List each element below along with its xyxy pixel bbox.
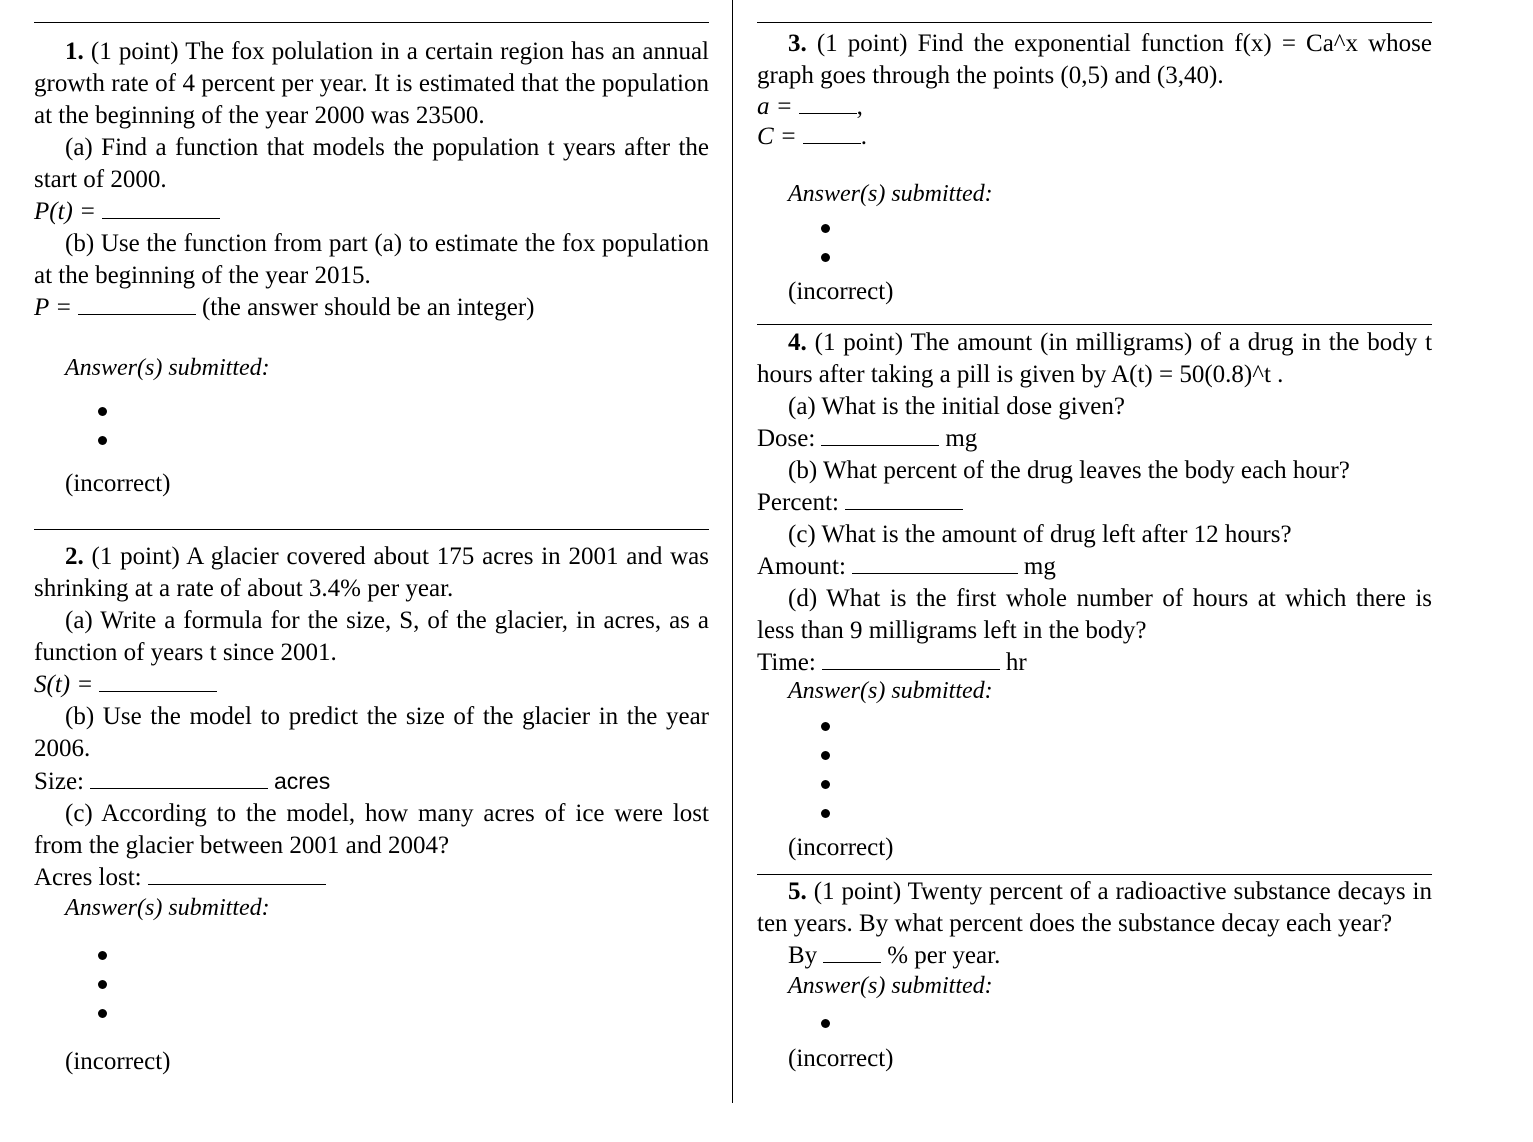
- problem-3-status: (incorrect): [788, 278, 894, 305]
- problem-4-a-suffix: mg: [945, 425, 978, 452]
- problem-2-a-answer-blank[interactable]: [99, 671, 217, 692]
- problem-4-d-answer-blank[interactable]: [822, 649, 1000, 670]
- problem-3-answer-bullet: [757, 244, 1432, 273]
- problem-2-answer-bullet: [34, 1000, 709, 1029]
- problem-3-intro: [757, 28, 1432, 92]
- problem-2-part-c: (c) According to the model, how many acres of ice were lost from the glacier between 2001 and 2004?: [34, 800, 709, 859]
- problem-4-part-a: (a) What is the initial dose given?: [788, 393, 1125, 420]
- problem-4-intro-text: (1 point) The amount (in milligrams) of a drug in the body t hours after taking a pill is given by A(t) = 50(0.8)^t .: [757, 329, 1433, 388]
- problem-1-answer-bullet: [34, 427, 709, 456]
- problem-2-c-label: Acres lost:: [34, 864, 142, 891]
- problem-2-answers-label: Answer(s) submitted:: [65, 895, 270, 921]
- problem-2-number: 2.: [65, 543, 84, 570]
- problem-4-b-row: [757, 487, 1432, 519]
- problem-4-answer-bullet: [757, 742, 1432, 771]
- problem-3-answer-list: [757, 215, 1432, 273]
- problem-4-c-answer-blank[interactable]: [852, 553, 1018, 574]
- problem-2-c-answer-blank[interactable]: [148, 864, 326, 885]
- problem-4-a-answer-blank[interactable]: [821, 425, 939, 446]
- problem-1-a-label: P(t) =: [34, 198, 96, 225]
- problem-2-part-a: (a) Write a formula for the size, S, of the glacier, in acres, as a function of years t since 2001.: [34, 607, 709, 666]
- problem-1-intro-text: (1 point) The fox polulation in a certain region has an annual growth rate of 4 percent per year. It is estimated that the population at the beginning of the year 2000 was 23500.: [34, 38, 710, 129]
- problem-3-intro-text: (1 point) Find the exponential function f(x) = Ca^x whose graph goes through the points (0,5) and (3,40).: [757, 30, 1432, 89]
- problem-5-answer-bullet: [757, 1010, 1432, 1039]
- problem-2-part-b: (b) Use the model to predict the size of the glacier in the year 2006.: [34, 703, 709, 762]
- problem-5-a-label: By: [788, 942, 818, 969]
- problem-3: [757, 22, 1432, 308]
- problem-4-intro: [757, 327, 1432, 391]
- problem-1-a-answer-blank[interactable]: [102, 198, 220, 219]
- problem-4: [757, 324, 1432, 864]
- problem-3-a-answer-blank[interactable]: [799, 93, 857, 114]
- problem-4-part-b: (b) What percent of the drug leaves the body each hour?: [788, 457, 1350, 484]
- problem-2-b-answer-blank[interactable]: [90, 768, 268, 789]
- problem-2: [34, 529, 709, 1078]
- problem-1-b-label: P =: [34, 294, 72, 321]
- problem-4-c-label: Amount:: [757, 553, 846, 580]
- problem-3-number: 3.: [788, 30, 807, 57]
- problem-3-c-label: C =: [757, 123, 797, 150]
- problem-1-answer-bullet: [34, 398, 709, 427]
- problem-2-answer-list: [34, 942, 709, 1029]
- problem-2-status: (incorrect): [65, 1048, 171, 1075]
- problem-4-d-label: Time:: [757, 649, 816, 676]
- problem-2-intro: [34, 541, 709, 605]
- problem-4-status: (incorrect): [788, 834, 894, 861]
- problem-5-status: (incorrect): [788, 1045, 894, 1072]
- problem-3-a-row: [757, 92, 1432, 122]
- problem-2-answer-bullet: [34, 942, 709, 971]
- problem-5: [757, 874, 1432, 1075]
- problem-1-b-row: [34, 292, 709, 324]
- problem-4-rule: [757, 324, 1432, 325]
- problem-1-number: 1.: [65, 38, 84, 65]
- problem-3-answer-bullet: [757, 215, 1432, 244]
- problem-1-answers-label: Answer(s) submitted:: [65, 355, 270, 381]
- problem-1-status: (incorrect): [65, 470, 171, 497]
- problem-4-number: 4.: [788, 329, 807, 356]
- problem-2-rule: [34, 529, 709, 530]
- problem-4-answers-label: Answer(s) submitted:: [788, 678, 993, 704]
- problem-5-a-suffix: % per year.: [887, 942, 1001, 969]
- problem-1-a-row: [34, 196, 709, 228]
- problem-4-a-label: Dose:: [757, 425, 816, 452]
- problem-4-answer-list: [757, 713, 1432, 829]
- problem-2-b-suffix: acres: [274, 768, 331, 794]
- problem-1-part-b: (b) Use the function from part (a) to estimate the fox population at the beginning of the year 2015.: [34, 230, 709, 289]
- problem-5-intro-text: (1 point) Twenty percent of a radioactive substance decays in ten years. By what percent does the substance decay each year?: [757, 878, 1432, 937]
- problem-1-b-suffix: (the answer should be an integer): [201, 294, 535, 321]
- problem-4-answer-bullet: [757, 800, 1432, 829]
- problem-3-c-answer-blank[interactable]: [803, 123, 861, 144]
- problem-4-part-c: (c) What is the amount of drug left after 12 hours?: [788, 521, 1292, 548]
- problem-5-a-answer-blank[interactable]: [823, 942, 881, 963]
- problem-5-a-row: [788, 940, 1432, 972]
- problem-3-rule: [757, 22, 1432, 23]
- problem-5-rule: [757, 874, 1432, 875]
- problem-3-c-suffix: .: [860, 123, 868, 150]
- problem-5-number: 5.: [788, 878, 807, 905]
- column-divider: [732, 0, 733, 1103]
- problem-3-answers-label: Answer(s) submitted:: [788, 181, 993, 207]
- problem-1: [34, 22, 709, 500]
- problem-4-a-row: [757, 423, 1432, 455]
- problem-3-a-suffix: ,: [856, 93, 863, 120]
- problem-2-c-row: [34, 862, 709, 894]
- problem-2-a-label: S(t) =: [34, 671, 94, 698]
- problem-2-a-row: [34, 669, 709, 701]
- problem-4-answer-bullet: [757, 713, 1432, 742]
- problem-4-b-label: Percent:: [757, 489, 839, 516]
- problem-2-b-row: [34, 765, 709, 798]
- problem-3-a-label: a =: [757, 93, 793, 120]
- problem-1-part-a: (a) Find a function that models the population t years after the start of 2000.: [34, 134, 709, 193]
- problem-2-answer-bullet: [34, 971, 709, 1000]
- problem-1-answer-list: [34, 398, 709, 456]
- problem-2-b-label: Size:: [34, 768, 84, 795]
- problem-5-intro: [757, 876, 1432, 940]
- problem-2-intro-text: (1 point) A glacier covered about 175 acres in 2001 and was shrinking at a rate of about 3.4% per year.: [34, 543, 710, 602]
- problem-4-answer-bullet: [757, 771, 1432, 800]
- problem-1-b-answer-blank[interactable]: [78, 294, 196, 315]
- problem-4-c-suffix: mg: [1023, 553, 1056, 580]
- problem-4-part-d: (d) What is the first whole number of hours at which there is less than 9 milligrams left in the body?: [757, 585, 1432, 644]
- problem-3-c-row: [757, 122, 1432, 152]
- problem-5-answers-label: Answer(s) submitted:: [788, 973, 993, 999]
- problem-4-d-suffix: hr: [1005, 649, 1027, 676]
- problem-4-b-answer-blank[interactable]: [845, 489, 963, 510]
- problem-4-c-row: [757, 551, 1432, 583]
- problem-1-intro: [34, 36, 709, 132]
- problem-1-rule: [34, 22, 709, 23]
- problem-5-answer-list: [757, 1010, 1432, 1039]
